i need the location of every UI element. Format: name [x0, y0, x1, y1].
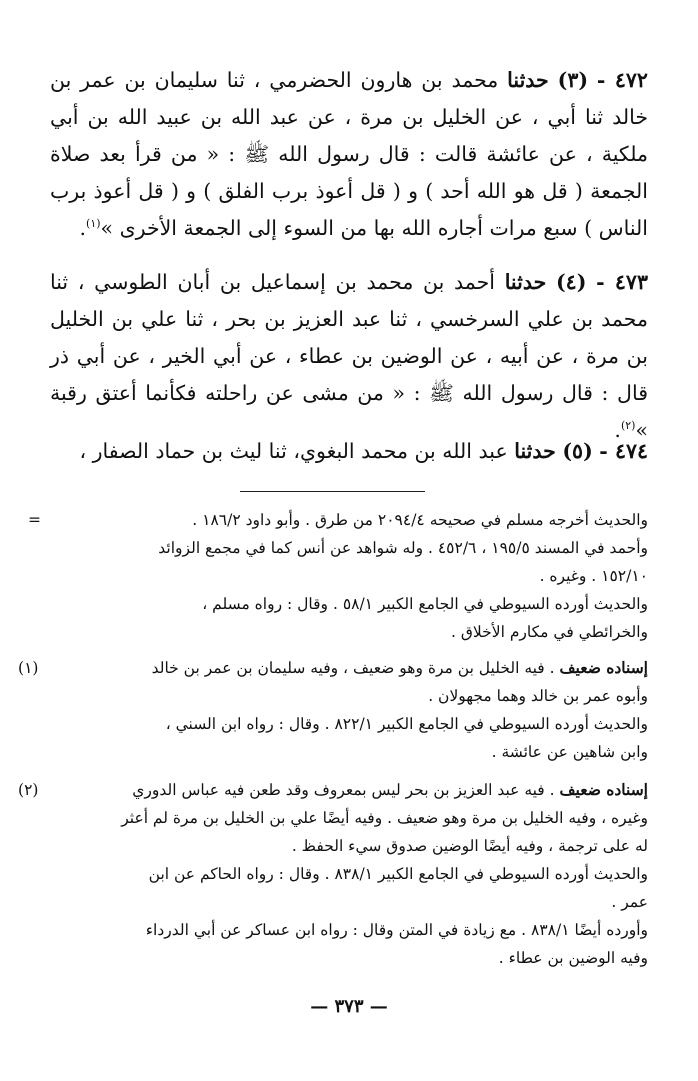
footnote-continuation — [50, 506, 648, 646]
footnote-ref: (١) — [86, 217, 101, 231]
footnote-line: والحديث أورده السيوطي في الجامع الكبير ٨٢٢/١ . وقال : رواه ابن السني ، — [165, 715, 648, 733]
footnote-1 — [50, 654, 648, 766]
hadith-index: (٤) — [555, 270, 587, 294]
footnote-line: وفيه الوضين بن عطاء . — [498, 949, 648, 967]
footnote-text: . فيه عبد العزيز بن بحر ليس بمعروف وقد طعن فيه عباس الدوري — [132, 781, 555, 799]
footnote-marker: (٢) — [18, 781, 39, 799]
footnote-marker: (١) — [18, 659, 39, 677]
footnote-grade: إسناده ضعيف — [559, 780, 648, 799]
hadith-keyword: حدثنا — [514, 439, 556, 463]
footnote-text: . فيه الخليل بن مرة وهو ضعيف ، وفيه سليمان بن عمر بن خالد — [151, 659, 555, 677]
hadith-text: محمد بن هارون الحضرمي ، ثنا سليمان بن عمر بن خالد ثنا أبي ، عن الخليل بن مرة ، عن عبد الله بن عبيد الله بن أبي ملكية ، عن عائشة قالت : قال رسول الله ﷺ : « من قرأ بعد صلاة الجمعة ( قل هو الله أحد ) و ( قل أعوذ برب الفلق ) و ( قل أعوذ برب الناس ) سبع مرات أجاره الله بها من السوء إلى الجمعة الأخرى » — [50, 68, 648, 240]
continuation-marker: = — [28, 511, 41, 529]
hadith-keyword: حدثنا — [504, 270, 547, 294]
footnote-line: والخرائطي في مكارم الأخلاق . — [451, 623, 648, 641]
hadith-text: أحمد بن محمد بن إسماعيل بن أبان الطوسي ، ثنا محمد بن علي السرخسي ، ثنا عبد العزيز بن بحر ، ثنا علي بن الخليل بن مرة ، عن أبيه ، عن الوضين بن عطاء ، عن أبي الخير ، عن أبي ذر قال : قال رسول الله ﷺ : « من مشى عن راحلته فكأنما أعتق رقبة » — [50, 270, 648, 442]
footnote-line: والحديث أورده السيوطي في الجامع الكبير ٨٣٨/١ . وقال : رواه الحاكم عن ابن — [148, 865, 648, 883]
hadith-entry-473 — [50, 264, 648, 449]
footnote-line: وأورده أيضًا ٨٣٨/١ . مع زيادة في المتن وقال : رواه ابن عساكر عن أبي الدرداء — [145, 921, 648, 939]
footnote-line — [50, 776, 648, 804]
page-number: — ٣٧٣ — — [310, 996, 388, 1017]
hadith-keyword: حدثنا — [507, 68, 549, 92]
hadith-index: (٥) — [562, 439, 593, 463]
footnote-line: وأبوه عمر بن خالد وهما مجهولان . — [428, 687, 648, 705]
footnote-grade: إسناده ضعيف — [559, 658, 648, 677]
footnote-line: وغيره ، وفيه الخليل بن مرة وهو ضعيف . وفيه أيضًا علي بن الخليل بن مرة لم أعثر — [121, 809, 648, 827]
hadith-end: . — [614, 418, 621, 442]
footnote-line: وابن شاهين عن عائشة . — [491, 743, 648, 761]
footnote-separator — [240, 491, 425, 492]
hadith-number: ٤٧٣ - — [596, 270, 648, 294]
hadith-number: ٤٧٤ - — [599, 439, 648, 463]
footnote-line: عمر . — [611, 893, 648, 911]
footnote-ref: (٢) — [620, 419, 636, 433]
hadith-entry-472 — [50, 62, 648, 247]
footnote-line: والحديث أخرجه مسلم في صحيحه ٢٠٩٤/٤ من طرق . وأبو داود ١٨٦/٢ . — [192, 511, 648, 529]
hadith-index: (٣) — [557, 68, 589, 92]
hadith-text: عبد الله بن محمد البغوي، ثنا ليث بن حماد الصفار ، — [79, 439, 508, 463]
footnote-line: له على ترجمة ، وفيه أيضًا الوضين صدوق سيء الحفظ . — [291, 837, 648, 855]
footnote-line: والحديث أورده السيوطي في الجامع الكبير ٥٨/١ . وقال : رواه مسلم ، — [202, 595, 648, 613]
footnote-2 — [50, 776, 648, 972]
footnote-line — [50, 654, 648, 682]
footnote-line: وأحمد في المسند ١٩٥/٥ ، ٤٥٢/٦ . وله شواهد عن أنس كما في مجمع الزوائد — [158, 539, 648, 557]
hadith-number: ٤٧٢ - — [596, 68, 648, 92]
footnote-line: ١٥٢/١٠ . وغيره . — [539, 567, 648, 585]
hadith-entry-474 — [50, 433, 648, 470]
hadith-end: . — [79, 216, 87, 240]
